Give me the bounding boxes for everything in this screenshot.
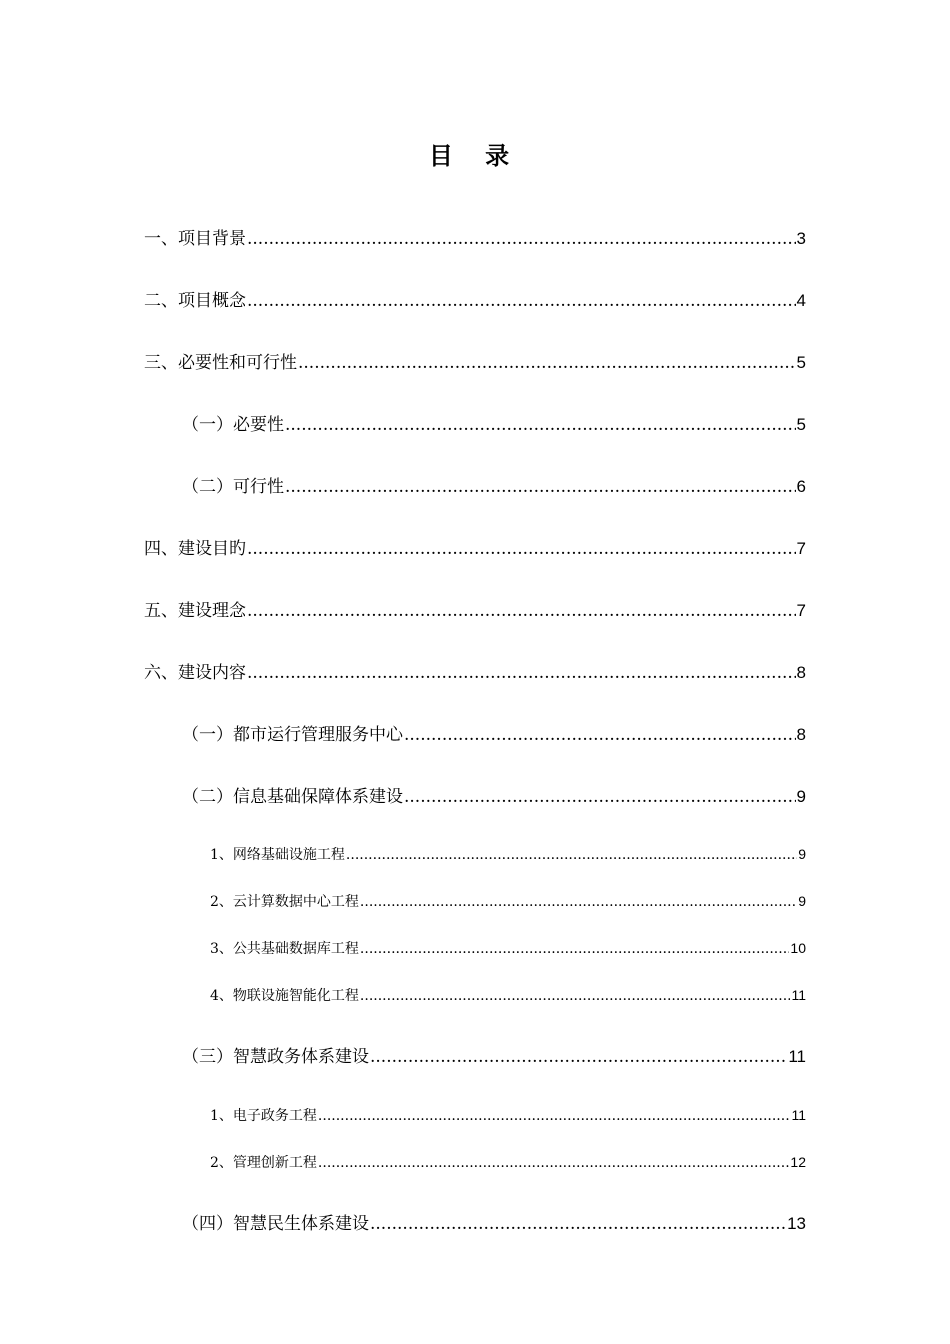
toc-entry-text: 四、建设目旳 — [144, 539, 246, 559]
toc-entry-text: 1、网络基础设施工程 — [210, 847, 345, 863]
toc-leader — [247, 229, 796, 249]
toc-page-number: 5 — [796, 415, 806, 434]
toc-leader — [318, 1155, 790, 1171]
toc-entry-6-4[interactable] — [182, 1209, 806, 1234]
toc-leader — [247, 291, 796, 311]
toc-entry-2[interactable] — [144, 286, 806, 311]
toc-page-number: 11 — [791, 1107, 806, 1123]
toc-leader — [370, 1047, 787, 1067]
toc-page-number: 8 — [796, 663, 806, 682]
toc-entry-text: 六、建设内容 — [144, 663, 246, 683]
toc-page-number: 9 — [798, 846, 806, 862]
toc-entry-text: 2、管理创新工程 — [210, 1155, 317, 1171]
toc-entry-text: 3、公共基础数据库工程 — [210, 941, 359, 957]
toc-entry-text: （三）智慧政务体系建设 — [182, 1047, 369, 1067]
toc-leader — [298, 353, 796, 373]
toc-page-number: 5 — [796, 353, 806, 372]
toc-entry-text: 二、项目概念 — [144, 291, 246, 311]
toc-entry-6-2-2[interactable] — [210, 891, 806, 911]
toc-entry-6-3[interactable] — [182, 1042, 806, 1067]
toc-page-number: 11 — [791, 987, 806, 1003]
toc-leader — [285, 477, 796, 497]
toc-entry-text: 4、物联设施智能化工程 — [210, 988, 359, 1004]
toc-entry-5[interactable] — [144, 596, 806, 621]
toc-entry-6[interactable] — [144, 658, 806, 683]
toc-page-number: 9 — [796, 787, 806, 806]
toc-leader — [404, 787, 796, 807]
toc-page-number: 3 — [796, 229, 806, 248]
toc-page-number: 8 — [796, 725, 806, 744]
toc-leader — [360, 894, 797, 910]
toc-page-number: 7 — [796, 601, 806, 620]
toc-entry-6-2-4[interactable] — [210, 985, 806, 1005]
toc-entry-text: （二）可行性 — [182, 477, 284, 497]
toc-entry-6-3-2[interactable] — [210, 1152, 806, 1172]
toc-entry-6-3-1[interactable] — [210, 1105, 806, 1125]
toc-entry-text: 1、电子政务工程 — [210, 1108, 317, 1124]
toc-entry-3-2[interactable] — [182, 472, 806, 497]
toc-entry-text: （四）智慧民生体系建设 — [182, 1214, 369, 1234]
toc-entry-text: 三、必要性和可行性 — [144, 353, 297, 373]
toc-entry-text: 2、云计算数据中心工程 — [210, 894, 359, 910]
toc-leader — [404, 725, 796, 745]
toc-leader — [247, 663, 796, 683]
toc-entry-text: 五、建设理念 — [144, 601, 246, 621]
toc-page-number: 7 — [796, 539, 806, 558]
toc-page-number: 12 — [790, 1154, 806, 1170]
toc-leader — [360, 988, 791, 1004]
toc-page-number: 9 — [798, 893, 806, 909]
toc-page-number: 6 — [796, 477, 806, 496]
toc-page-number: 4 — [796, 291, 806, 310]
toc-leader — [370, 1214, 786, 1234]
toc-page-number: 11 — [788, 1047, 806, 1066]
toc-leader — [318, 1108, 791, 1124]
toc-entry-6-1[interactable] — [182, 720, 806, 745]
toc-entry-3-1[interactable] — [182, 410, 806, 435]
page-title: 目 录 — [428, 141, 522, 170]
toc-leader — [285, 415, 796, 435]
toc-page-number: 10 — [790, 940, 806, 956]
toc-entry-6-2[interactable] — [182, 782, 806, 807]
toc-entry-text: （一）都市运行管理服务中心 — [182, 725, 403, 745]
toc-entry-6-2-1[interactable] — [210, 844, 806, 864]
toc-entry-text: （二）信息基础保障体系建设 — [182, 787, 403, 807]
toc-leader — [360, 941, 790, 957]
toc-leader — [247, 601, 796, 621]
toc-entry-1[interactable] — [144, 224, 806, 249]
toc-entry-text: 一、项目背景 — [144, 229, 246, 249]
toc-entry-3[interactable] — [144, 348, 806, 373]
toc-page-number: 13 — [787, 1214, 806, 1233]
toc-entry-text: （一）必要性 — [182, 415, 284, 435]
toc-leader — [247, 539, 796, 559]
toc-entry-4[interactable] — [144, 534, 806, 559]
toc-leader — [346, 847, 797, 863]
toc-entry-6-2-3[interactable] — [210, 938, 806, 958]
